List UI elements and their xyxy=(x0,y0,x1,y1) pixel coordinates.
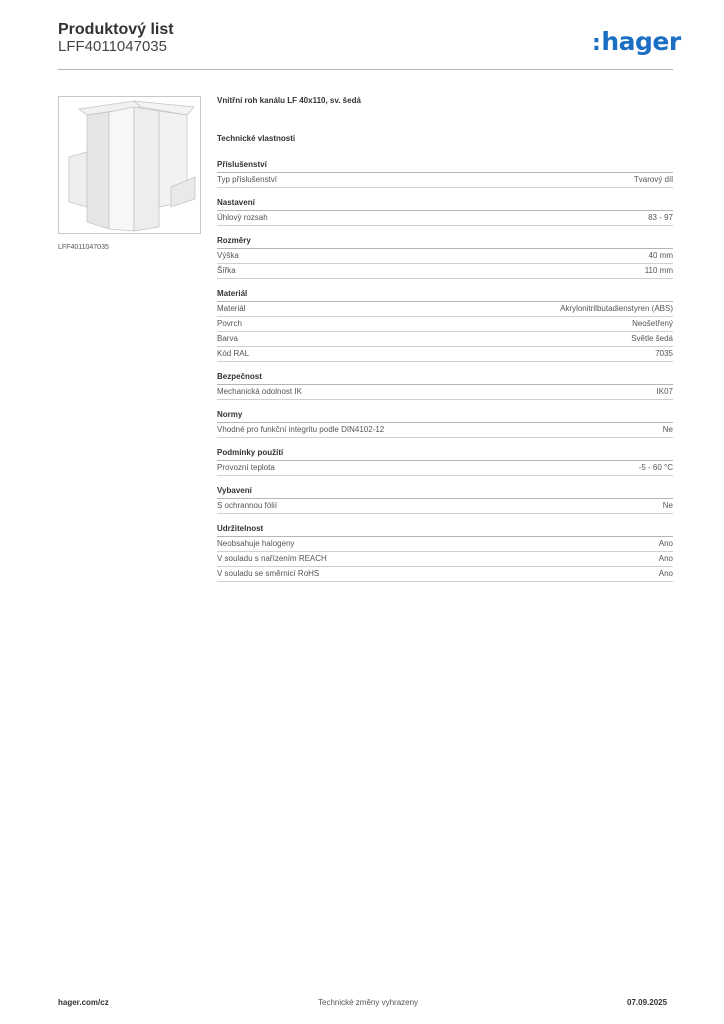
image-caption: LFF4011047035 xyxy=(58,244,109,251)
property-row xyxy=(217,385,673,400)
property-value: 83 - 97 xyxy=(648,213,673,222)
property-value: Neošetřený xyxy=(632,319,673,328)
property-row xyxy=(217,317,673,332)
property-row xyxy=(217,423,673,438)
header-divider xyxy=(58,69,673,70)
group-title: Rozměry xyxy=(217,236,673,249)
property-row xyxy=(217,499,673,514)
group-title: Udržitelnost xyxy=(217,524,673,537)
product-details xyxy=(217,96,673,592)
tech-properties-heading: Technické vlastnosti xyxy=(217,134,296,143)
property-label: Provozní teplota xyxy=(217,463,275,472)
property-value: Světle šedá xyxy=(631,334,673,343)
group-nastaveni xyxy=(217,198,673,226)
property-row xyxy=(217,211,673,226)
property-row xyxy=(217,347,673,362)
property-row xyxy=(217,552,673,567)
property-label: Vhodné pro funkční integritu podle DIN4102-12 xyxy=(217,425,385,434)
group-rozmery xyxy=(217,236,673,279)
property-row xyxy=(217,264,673,279)
property-row xyxy=(217,173,673,188)
group-normy xyxy=(217,410,673,438)
product-image xyxy=(58,96,201,234)
property-row xyxy=(217,332,673,347)
property-label: Šířka xyxy=(217,266,236,275)
property-row xyxy=(217,567,673,582)
group-vybaveni xyxy=(217,486,673,514)
property-value: IK07 xyxy=(656,387,673,396)
logo-text: hager xyxy=(601,27,681,56)
property-row xyxy=(217,302,673,317)
property-value: Ano xyxy=(658,569,673,578)
property-label: Typ příslušenství xyxy=(217,175,278,184)
logo-colon-icon: : xyxy=(592,31,601,56)
property-value: Ne xyxy=(662,501,673,510)
property-row xyxy=(217,461,673,476)
property-label: Kód RAL xyxy=(217,349,250,358)
property-value: Akrylonitrilbutadienstyren (ABS) xyxy=(560,304,673,313)
property-row xyxy=(217,249,673,264)
property-label: Mechanická odolnost IK xyxy=(217,387,302,396)
footer-date: 07.09.2025 xyxy=(627,998,668,1007)
property-label: Povrch xyxy=(217,319,242,328)
group-title: Normy xyxy=(217,410,673,423)
property-value: Tvarový díl xyxy=(633,175,673,184)
property-row xyxy=(217,537,673,552)
group-podminky-pouziti xyxy=(217,448,673,476)
group-title: Podmínky použití xyxy=(217,448,673,461)
property-label: Materiál xyxy=(217,304,246,313)
group-bezpecnost xyxy=(217,372,673,400)
footer-disclaimer: Technické změny vyhrazeny xyxy=(318,998,419,1007)
group-udrzitelnost xyxy=(217,524,673,582)
property-value: Ne xyxy=(662,425,673,434)
group-title: Bezpečnost xyxy=(217,372,673,385)
property-label: S ochrannou fólií xyxy=(217,501,278,510)
group-title: Příslušenství xyxy=(217,160,673,173)
property-value: 40 mm xyxy=(648,251,673,260)
property-value: 7035 xyxy=(655,349,673,358)
property-label: V souladu s nařízením REACH xyxy=(217,554,327,563)
footer-website-link[interactable]: hager.com/cz xyxy=(58,998,109,1007)
group-title: Materiál xyxy=(217,289,673,302)
property-label: Barva xyxy=(217,334,238,343)
cable-channel-corner-illustration xyxy=(59,97,200,233)
property-value: Ano xyxy=(658,554,673,563)
group-title: Nastavení xyxy=(217,198,673,211)
group-title: Vybavení xyxy=(217,486,673,499)
property-label: V souladu se směrnicí RoHS xyxy=(217,569,320,578)
product-code: LFF4011047035 xyxy=(58,38,167,55)
property-label: Úhlový rozsah xyxy=(217,213,268,222)
property-label: Neobsahuje halogeny xyxy=(217,539,295,548)
page-title: Produktový list xyxy=(58,21,174,38)
product-name: Vnitřní roh kanálu LF 40x110, sv. šedá xyxy=(217,96,361,105)
property-value: -5 - 60 °C xyxy=(638,463,673,472)
group-material xyxy=(217,289,673,362)
property-value: 110 mm xyxy=(644,266,673,275)
hager-logo xyxy=(592,27,681,56)
property-value: Ano xyxy=(658,539,673,548)
group-prislusenstvi xyxy=(217,160,673,188)
property-label: Výška xyxy=(217,251,239,260)
